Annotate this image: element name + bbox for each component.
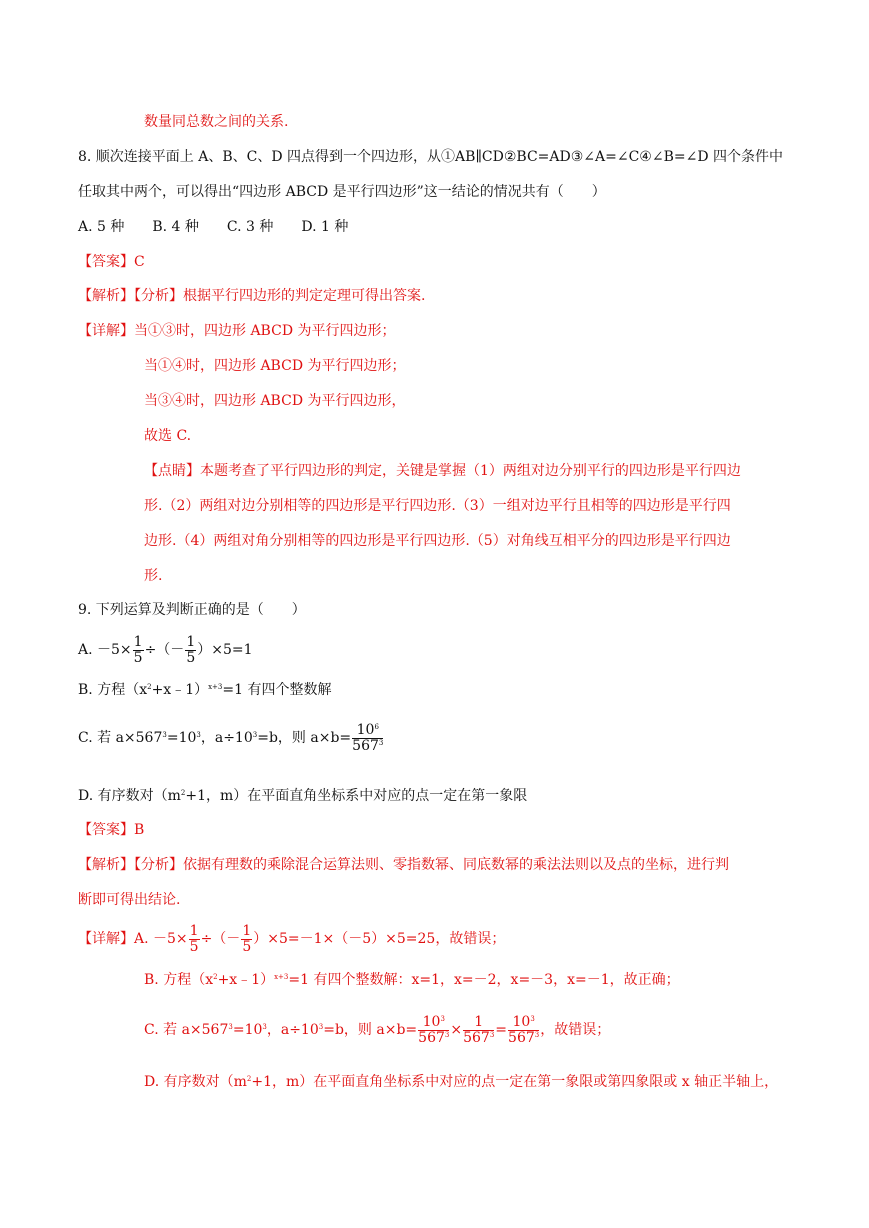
fraction-one-fifth: $\frac{1}{5}$	[242, 922, 252, 955]
q8-options: A. 5 种 B. 4 种 C. 3 种 D. 1 种	[78, 219, 349, 235]
q9-analysis-2: 断即可得出结论.	[78, 892, 181, 908]
fraction-one-fifth: $\frac{1}{5}$	[189, 922, 199, 955]
q8-analysis: 【解析】【分析】根据平行四边形的判定定理可得出答案.	[78, 288, 426, 304]
q8-stem-1: 8. 顺次连接平面上 A、B、C、D 四点得到一个四边形，从①AB∥CD②BC=AD③∠A=∠C④∠B=∠D 四个条件中	[78, 149, 783, 165]
fraction-c-2: $\frac{1}{567^3}$	[463, 1013, 495, 1046]
q8-detail-4: 故选 C.	[144, 428, 192, 444]
fraction-c-1: $\frac{10^3}{567^3}$	[418, 1013, 450, 1046]
fraction-one-fifth: $\frac{1}{5}$	[186, 633, 196, 666]
q8-point-1: 【点睛】本题考查了平行四边形的判定，关键是掌握（1）两组对边分别平行的四边形是平行四边	[144, 463, 741, 479]
q9-option-d: D. 有序数对（$m^2+1$，m）在平面直角坐标系中对应的点一定在第一象限	[78, 788, 528, 804]
q9-option-c: C. 若 $a\times 567^3=10^3$，$a\div 10^3=b$，则 a×b= $\frac{10^6}{567^3}$	[78, 721, 384, 754]
q8-point-2: 形.（2）两组对边分别相等的四边形是平行四边形.（3）一组对边平行且相等的四边形是平行四	[144, 498, 731, 514]
q9-answer: 【答案】B	[78, 822, 145, 838]
q8-point-3: 边形.（4）两组对角分别相等的四边形是平行四边形.（5）对角线互相平分的四边形是平行四边	[144, 533, 731, 549]
q9-detail-d: D. 有序数对（$m^2+1$，m）在平面直角坐标系中对应的点一定在第一象限或第四象限或 x 轴正半轴上，	[144, 1074, 779, 1090]
intro-line: 数量同总数之间的关系.	[144, 114, 289, 130]
q9-detail-a: 【详解】A. －5× $\frac{1}{5}$ ÷（－ $\frac{1}{5}$ ）×5=－1×（－5）×5=25，故错误；	[78, 922, 506, 955]
q9-stem: 9. 下列运算及判断正确的是（ ）	[78, 602, 306, 618]
q9-option-a: A. －5× $\frac{1}{5}$ ÷（－ $\frac{1}{5}$ ）×5=1	[78, 633, 253, 666]
q9-analysis-1: 【解析】【分析】依据有理数的乘除混合运算法则、零指数幂、同底数幂的乘法法则以及点的坐标，进行判	[78, 857, 729, 873]
q8-detail-2: 当①④时，四边形 ABCD 为平行四边形；	[144, 358, 406, 374]
q8-detail-3: 当③④时，四边形 ABCD 为平行四边形，	[144, 393, 406, 409]
fraction-c-3: $\frac{10^3}{567^3}$	[508, 1013, 540, 1046]
q8-point-4: 形.	[144, 568, 163, 584]
q9-detail-b: B. 方程$(x^2+x﹣1)^{x+3}=1$ 有四个整数解：x=1，x=－2，x=－3，x=－1，故正确；	[144, 972, 680, 988]
q8-detail-1: 【详解】当①③时，四边形 ABCD 为平行四边形；	[78, 323, 396, 339]
q8-stem-2: 任取其中两个，可以得出“四边形 ABCD 是平行四边形”这一结论的情况共有（ ）	[78, 184, 606, 200]
q9-detail-c: C. 若 $a\times 567^3=10^3$，$a\div 10^3=b$，则 a×b= $\frac{10^3}{567^3}$ × $\frac{1}{567^3}$ = $\frac{10^3}{567^3}$ ，故错误；	[144, 1013, 611, 1046]
q8-answer: 【答案】C	[78, 254, 145, 270]
q9-option-b: B. 方程$(x^2+x﹣1)^{x+3}=1$ 有四个整数解	[78, 682, 332, 698]
fraction-one-fifth: $\frac{1}{5}$	[133, 633, 143, 666]
fraction-c: $\frac{10^6}{567^3}$	[352, 721, 384, 754]
